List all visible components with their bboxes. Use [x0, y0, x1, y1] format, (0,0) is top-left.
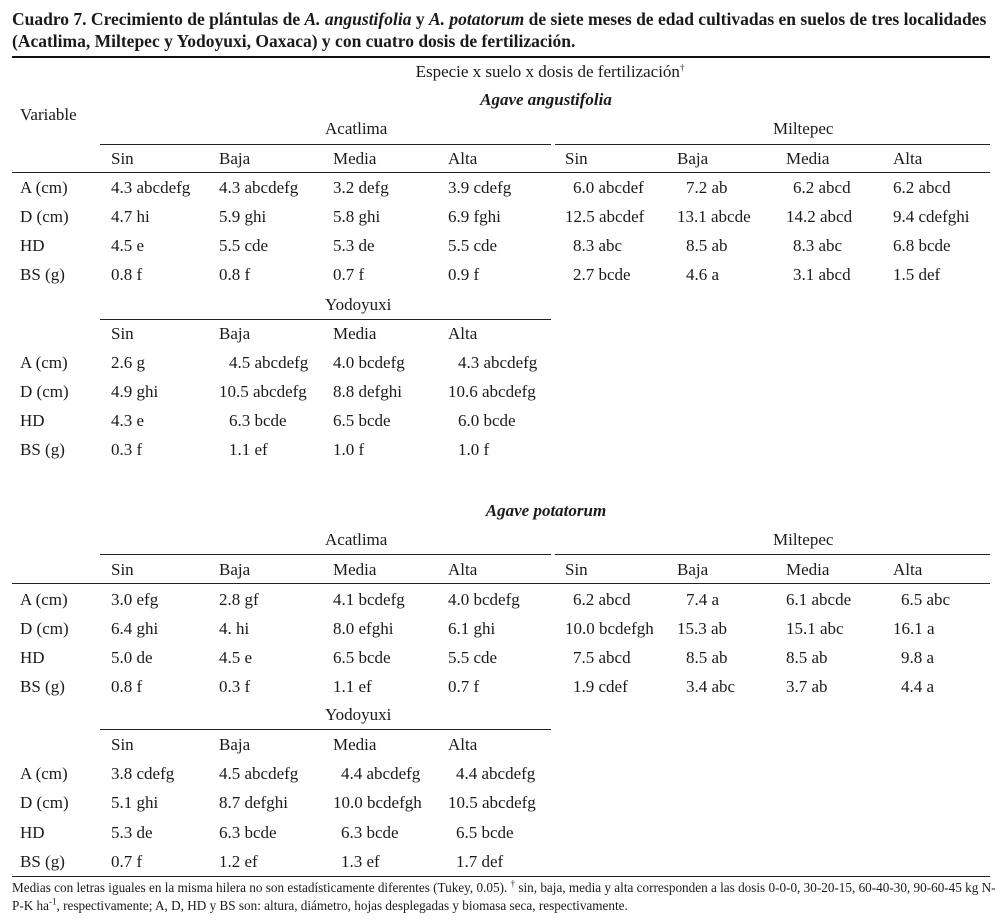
row-label-hd: HD	[20, 823, 45, 842]
cell-yodoyuxi-d-sin: 5.1 ghi	[111, 793, 159, 812]
level-header-sin: Sin	[565, 560, 588, 579]
cell-miltepec-hd-alta: 9.8 a	[901, 648, 935, 667]
cell-acatlima-hd-alta: 5.5 cde	[448, 236, 498, 255]
super-header-dagger: †	[679, 62, 685, 73]
level-header-alta: Alta	[448, 149, 478, 168]
footnote-dagger: †	[510, 878, 516, 889]
cell-miltepec-a-alta: 6.5 abc	[901, 590, 951, 609]
cell-yodoyuxi-bs-baja: 1.2 ef	[219, 852, 258, 871]
cell-miltepec-hd-sin: 7.5 abcd	[573, 648, 631, 667]
cell-acatlima-a-baja: 2.8 gf	[219, 590, 259, 609]
cell-yodoyuxi-bs-alta: 1.7 def	[456, 852, 504, 871]
cell-yodoyuxi-hd-media: 6.5 bcde	[333, 411, 391, 430]
level-header-sin: Sin	[111, 560, 134, 579]
row-label-d: D (cm)	[20, 382, 69, 401]
cell-miltepec-a-baja: 7.4 a	[686, 590, 720, 609]
site-rule-acatlima	[100, 144, 551, 145]
level-header-alta: Alta	[448, 324, 478, 343]
cell-miltepec-d-alta: 16.1 a	[893, 619, 935, 638]
row-label-a: A (cm)	[20, 764, 68, 783]
cell-miltepec-bs-media: 3.7 ab	[786, 677, 828, 696]
level-header-baja: Baja	[219, 324, 251, 343]
cell-miltepec-d-sin: 10.0 bcdefgh	[565, 619, 654, 638]
row-label-bs: BS (g)	[20, 852, 65, 871]
cell-miltepec-a-media: 6.1 abcde	[786, 590, 852, 609]
cell-miltepec-hd-baja: 8.5 ab	[686, 236, 728, 255]
footnote-text-2: sin, baja, media y alta corresponden a las dosis 0-0-0, 30-20-15, 60-40-30, 90-60-45 kg N-P-K ha	[12, 880, 996, 913]
cell-acatlima-a-media: 4.1 bcdefg	[333, 590, 405, 609]
cell-acatlima-hd-baja: 4.5 e	[219, 648, 253, 667]
cell-yodoyuxi-d-sin: 4.9 ghi	[111, 382, 159, 401]
cell-yodoyuxi-hd-sin: 4.3 e	[111, 411, 145, 430]
cell-miltepec-bs-alta: 1.5 def	[893, 265, 941, 284]
cell-miltepec-a-sin: 6.2 abcd	[573, 590, 631, 609]
cell-acatlima-bs-sin: 0.8 f	[111, 265, 143, 284]
footnote-text-1: Medias con letras iguales en la misma hilera no son estadísticamente diferentes (Tukey, 0.05).	[12, 880, 511, 895]
level-header-baja: Baja	[219, 735, 251, 754]
cell-yodoyuxi-a-media: 4.4 abcdefg	[341, 764, 421, 783]
column-header-rule	[12, 583, 990, 584]
cell-acatlima-a-sin: 3.0 efg	[111, 590, 159, 609]
cell-acatlima-hd-baja: 5.5 cde	[219, 236, 269, 255]
site-rule-miltepec	[555, 554, 990, 555]
level-header-alta: Alta	[448, 560, 478, 579]
site-header-miltepec: Miltepec	[773, 530, 834, 549]
level-header-media: Media	[786, 149, 830, 168]
row-label-hd: HD	[20, 648, 45, 667]
super-header	[0, 62, 1008, 82]
level-header-baja: Baja	[677, 560, 709, 579]
cell-acatlima-d-alta: 6.9 fghi	[448, 207, 501, 226]
cell-miltepec-a-alta: 6.2 abcd	[893, 178, 951, 197]
cell-miltepec-d-media: 15.1 abc	[786, 619, 844, 638]
cell-yodoyuxi-a-baja: 4.5 abcdefg	[229, 353, 309, 372]
site-header-yodoyuxi: Yodoyuxi	[325, 295, 392, 314]
cell-yodoyuxi-d-baja: 8.7 defghi	[219, 793, 288, 812]
level-header-sin: Sin	[565, 149, 588, 168]
level-header-baja: Baja	[219, 149, 251, 168]
site-rule-acatlima	[100, 554, 551, 555]
caption-text-3: de siete meses de edad cultivadas en suelos de tres localidades (Acatlima, Miltepec y Yodoyuxi, Oaxaca) y con cuatro dosis de fertilización.	[12, 9, 987, 51]
cell-acatlima-a-baja: 4.3 abcdefg	[219, 178, 299, 197]
cell-acatlima-d-alta: 6.1 ghi	[448, 619, 496, 638]
cell-miltepec-bs-baja: 3.4 abc	[686, 677, 736, 696]
cell-acatlima-bs-baja: 0.8 f	[219, 265, 251, 284]
cell-acatlima-a-alta: 4.0 bcdefg	[448, 590, 520, 609]
cell-miltepec-bs-media: 3.1 abcd	[793, 265, 851, 284]
cell-miltepec-a-baja: 7.2 ab	[686, 178, 728, 197]
bottom-rule	[12, 876, 990, 877]
site-rule-miltepec	[555, 144, 990, 145]
cell-yodoyuxi-hd-baja: 6.3 bcde	[229, 411, 287, 430]
cell-miltepec-hd-baja: 8.5 ab	[686, 648, 728, 667]
caption-text-2: y	[411, 9, 429, 29]
cell-miltepec-hd-media: 8.3 abc	[793, 236, 843, 255]
cell-yodoyuxi-d-media: 10.0 bcdefgh	[333, 793, 422, 812]
level-header-media: Media	[333, 735, 377, 754]
level-header-media: Media	[333, 324, 377, 343]
cell-acatlima-bs-media: 0.7 f	[333, 265, 365, 284]
site-header-miltepec: Miltepec	[773, 119, 834, 138]
cell-yodoyuxi-bs-baja: 1.1 ef	[229, 440, 268, 459]
cell-yodoyuxi-bs-media: 1.3 ef	[341, 852, 380, 871]
cell-yodoyuxi-d-alta: 10.5 abcdefg	[448, 793, 536, 812]
cell-miltepec-bs-alta: 4.4 a	[901, 677, 935, 696]
cell-miltepec-hd-alta: 6.8 bcde	[893, 236, 951, 255]
cell-acatlima-bs-alta: 0.9 f	[448, 265, 480, 284]
level-header-alta: Alta	[893, 560, 923, 579]
level-header-media: Media	[333, 560, 377, 579]
cell-yodoyuxi-a-sin: 2.6 g	[111, 353, 145, 372]
cell-yodoyuxi-bs-alta: 1.0 f	[458, 440, 490, 459]
caption-species-1: A. angustifolia	[304, 9, 412, 29]
cell-acatlima-d-sin: 4.7 hi	[111, 207, 150, 226]
site-header-yodoyuxi: Yodoyuxi	[325, 705, 392, 724]
row-label-hd: HD	[20, 236, 45, 255]
level-header-sin: Sin	[111, 324, 134, 343]
table-caption	[12, 8, 996, 52]
row-label-bs: BS (g)	[20, 265, 65, 284]
cell-miltepec-d-sin: 12.5 abcdef	[565, 207, 645, 226]
cell-yodoyuxi-d-baja: 10.5 abcdefg	[219, 382, 307, 401]
species-title-potatorum: Agave potatorum	[485, 501, 607, 520]
row-label-bs: BS (g)	[20, 440, 65, 459]
column-header-rule	[12, 172, 990, 173]
cell-miltepec-a-sin: 6.0 abcdef	[573, 178, 644, 197]
cell-acatlima-bs-alta: 0.7 f	[448, 677, 480, 696]
cell-acatlima-d-baja: 5.9 ghi	[219, 207, 267, 226]
level-header-baja: Baja	[677, 149, 709, 168]
level-header-alta: Alta	[448, 735, 478, 754]
row-label-d: D (cm)	[20, 793, 69, 812]
row-label-hd: HD	[20, 411, 45, 430]
row-label-d: D (cm)	[20, 207, 69, 226]
cell-yodoyuxi-hd-alta: 6.0 bcde	[458, 411, 516, 430]
level-header-media: Media	[786, 560, 830, 579]
caption-text-1: Cuadro 7. Crecimiento de plántulas de	[12, 9, 305, 29]
cell-acatlima-hd-media: 5.3 de	[333, 236, 375, 255]
cell-acatlima-a-alta: 3.9 cdefg	[448, 178, 512, 197]
footnote-text-3: , respectivamente; A, D, HD y BS son: altura, diámetro, hojas desplegadas y biomasa seca, respectivamente.	[56, 898, 628, 913]
cell-acatlima-bs-media: 1.1 ef	[333, 677, 372, 696]
row-label-d: D (cm)	[20, 619, 69, 638]
cell-yodoyuxi-d-media: 8.8 defghi	[333, 382, 402, 401]
cell-miltepec-bs-sin: 2.7 bcde	[573, 265, 631, 284]
super-header-text: Especie x suelo x dosis de fertilización	[415, 62, 680, 81]
level-header-sin: Sin	[111, 149, 134, 168]
cell-acatlima-a-sin: 4.3 abcdefg	[111, 178, 191, 197]
cell-yodoyuxi-d-alta: 10.6 abcdefg	[448, 382, 536, 401]
cell-yodoyuxi-bs-sin: 0.7 f	[111, 852, 143, 871]
cell-acatlima-hd-alta: 5.5 cde	[448, 648, 498, 667]
level-header-media: Media	[333, 149, 377, 168]
cell-yodoyuxi-a-alta: 4.4 abcdefg	[456, 764, 536, 783]
row-label-a: A (cm)	[20, 178, 68, 197]
cell-acatlima-bs-baja: 0.3 f	[219, 677, 251, 696]
cell-yodoyuxi-a-alta: 4.3 abcdefg	[458, 353, 538, 372]
caption-species-2: A. potatorum	[428, 9, 525, 29]
row-label-a: A (cm)	[20, 590, 68, 609]
cell-acatlima-a-media: 3.2 defg	[333, 178, 389, 197]
cell-miltepec-a-media: 6.2 abcd	[793, 178, 851, 197]
cell-miltepec-d-baja: 13.1 abcde	[677, 207, 751, 226]
cell-acatlima-bs-sin: 0.8 f	[111, 677, 143, 696]
cell-miltepec-bs-sin: 1.9 cdef	[573, 677, 628, 696]
cell-acatlima-d-media: 8.0 efghi	[333, 619, 394, 638]
cell-miltepec-d-media: 14.2 abcd	[786, 207, 853, 226]
cell-acatlima-hd-sin: 5.0 de	[111, 648, 153, 667]
level-header-baja: Baja	[219, 560, 251, 579]
cell-yodoyuxi-a-media: 4.0 bcdefg	[333, 353, 405, 372]
cell-miltepec-hd-media: 8.5 ab	[786, 648, 828, 667]
cell-miltepec-hd-sin: 8.3 abc	[573, 236, 623, 255]
cell-yodoyuxi-a-baja: 4.5 abcdefg	[219, 764, 299, 783]
level-header-sin: Sin	[111, 735, 134, 754]
cell-yodoyuxi-hd-alta: 6.5 bcde	[456, 823, 514, 842]
level-header-alta: Alta	[893, 149, 923, 168]
site-header-acatlima: Acatlima	[325, 530, 388, 549]
cell-yodoyuxi-hd-sin: 5.3 de	[111, 823, 153, 842]
cell-yodoyuxi-bs-sin: 0.3 f	[111, 440, 143, 459]
species-title-angustifolia: Agave angustifolia	[480, 90, 612, 109]
cell-acatlima-d-sin: 6.4 ghi	[111, 619, 159, 638]
cell-yodoyuxi-hd-baja: 6.3 bcde	[219, 823, 277, 842]
cell-acatlima-hd-sin: 4.5 e	[111, 236, 145, 255]
cell-miltepec-bs-baja: 4.6 a	[686, 265, 720, 284]
cell-miltepec-d-baja: 15.3 ab	[677, 619, 728, 638]
table-footnote	[12, 879, 996, 915]
site-header-acatlima: Acatlima	[325, 119, 388, 138]
site-rule-yodoyuxi	[100, 729, 551, 730]
cell-acatlima-d-media: 5.8 ghi	[333, 207, 381, 226]
row-label-bs: BS (g)	[20, 677, 65, 696]
cell-yodoyuxi-hd-media: 6.3 bcde	[341, 823, 399, 842]
row-label-a: A (cm)	[20, 353, 68, 372]
top-rule	[12, 56, 990, 58]
cell-yodoyuxi-a-sin: 3.8 cdefg	[111, 764, 175, 783]
cell-yodoyuxi-bs-media: 1.0 f	[333, 440, 365, 459]
variable-header: Variable	[20, 105, 77, 124]
cell-acatlima-d-baja: 4. hi	[219, 619, 250, 638]
cell-miltepec-d-alta: 9.4 cdefghi	[893, 207, 970, 226]
cell-acatlima-hd-media: 6.5 bcde	[333, 648, 391, 667]
site-rule-yodoyuxi	[100, 319, 551, 320]
footnote-superscript: -1	[49, 896, 57, 907]
